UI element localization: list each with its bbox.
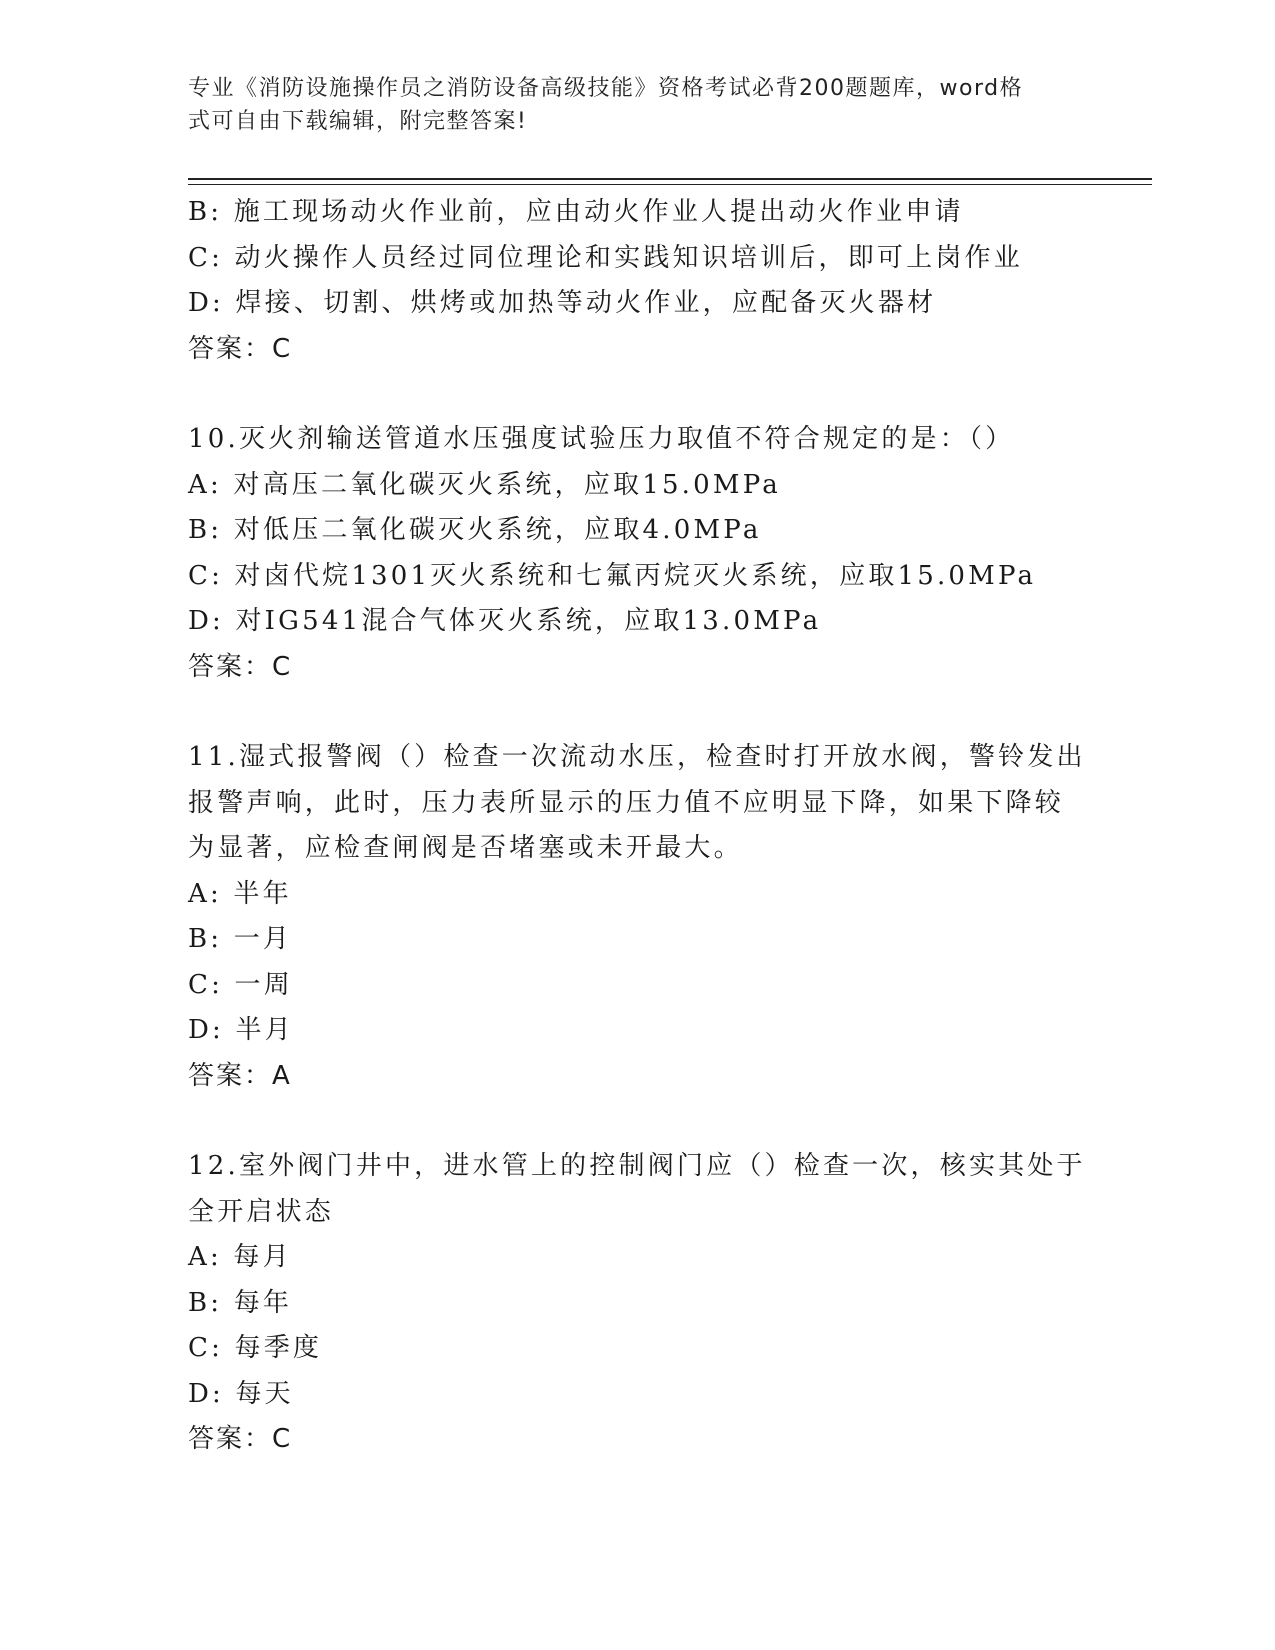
answer-line: 答案：C (188, 333, 293, 364)
question-stem: 10.灭火剂输送管道水压强度试验压力取值不符合规定的是：（） (188, 424, 1015, 454)
option-d: D: 每天 (188, 1378, 294, 1409)
option-c: C: 一周 (188, 969, 293, 1000)
answer-line: 答案：C (188, 1424, 293, 1454)
option-d: D: 焊接、切割、烘烤或加热等动火作业，应配备灭火器材 (188, 288, 937, 318)
document-header (188, 72, 1068, 138)
question-11 (188, 735, 1088, 1099)
question-stem-line-2: 全开启状态 (188, 1196, 335, 1227)
option-c: C: 动火操作人员经过同位理论和实践知识培训后，即可上岗作业 (188, 242, 1023, 273)
answer-line: 答案：A (188, 1060, 292, 1091)
header-line-2: 式可自由下载编辑，附完整答案! (188, 109, 528, 134)
option-a: A: 半年 (188, 878, 292, 909)
option-b: B: 对低压二氧化碳灭火系统，应取4.0MPa (188, 515, 762, 545)
header-rule-thin (188, 184, 1152, 185)
option-d: D: 对IG541混合气体灭火系统，应取13.0MPa (188, 606, 822, 636)
option-c: C: 每季度 (188, 1333, 323, 1363)
option-a: A: 对高压二氧化碳灭火系统，应取15.0MPa (188, 469, 781, 500)
question-12 (188, 1144, 1088, 1463)
option-d: D: 半月 (188, 1015, 294, 1045)
header-rule-thick (188, 178, 1152, 180)
question-10 (188, 417, 1088, 690)
question-9-continued (188, 190, 1088, 372)
option-a: A: 每月 (188, 1242, 292, 1272)
question-stem-line-2: 报警声响，此时，压力表所显示的压力值不应明显下降，如果下降较 (188, 787, 1065, 818)
option-b: B: 每年 (188, 1287, 293, 1318)
option-c: C: 对卤代烷1301灭火系统和七氟丙烷灭火系统，应取15.0MPa (188, 560, 1037, 591)
question-stem-line-3: 为显著，应检查闸阀是否堵塞或未开最大。 (188, 833, 743, 863)
option-b: B: 施工现场动火作业前，应由动火作业人提出动火作业申请 (188, 197, 964, 227)
document-body (188, 190, 1088, 1463)
header-line-1: 专业《消防设施操作员之消防设备高级技能》资格考试必背200题题库，word格 (188, 76, 1024, 101)
question-stem-line-1: 12.室外阀门井中，进水管上的控制阀门应（）检查一次，核实其处于 (188, 1151, 1086, 1181)
question-stem-line-1: 11.湿式报警阀（）检查一次流动水压，检查时打开放水阀，警铃发出 (188, 742, 1086, 772)
option-b: B: 一月 (188, 924, 293, 954)
answer-line: 答案：C (188, 651, 293, 682)
